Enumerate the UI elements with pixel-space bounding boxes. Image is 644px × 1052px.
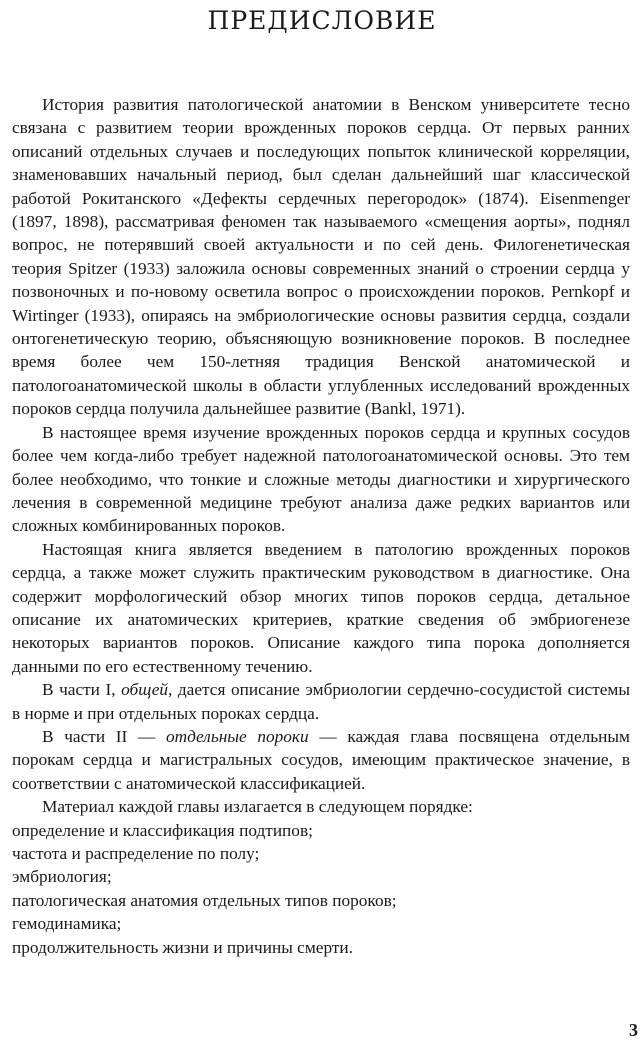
order-item-pathology: патологическая анатомия отдельных типов пороков;: [12, 890, 397, 910]
paragraph-history: История развития патологической анатомии в Венском университете тесно связана с развитием теории врожденных пороков сердца. От первых ранних описаний отдельных случаев и последующих попыток клинической корреляции, знаменовавших начальный период, был сделан дальнейший шаг классической работой Рокитанского «Дефекты сердечных перегородок» (1874). Eisenmenger (1897, 1898), рассматривая феномен так называемого «смещения аорты», поднял вопрос, не потерявший своей актуальности и по сей день. Филогенетическая теория Spitzer (1933) заложила основы современных знаний о строении сердца у позвоночных и по-новому осветила вопрос о происхождении пороков. Pernkopf и Wirtinger (1933), опираясь на эмбриологические основы развития сердца, создали онтогенетическую теорию, объясняющую возникновение пороков. В последнее время более чем 150-летняя традиция Венской анатомической и патологоанатомической школы в области углубленных исследований врожденных пороков сердца получила дальнейшее развитие (Bankl, 1971).: [12, 95, 630, 419]
page-title: ПРЕДИСЛОВИЕ: [207, 6, 437, 35]
part-two-emphasis: отдельные пороки: [165, 726, 309, 746]
part-one-emphasis: общей,: [121, 680, 173, 700]
order-item-prognosis: продолжительность жизни и причины смерти.: [12, 937, 353, 957]
preface-text: [12, 93, 630, 959]
order-item-embryology: эмбриология;: [12, 867, 112, 887]
paragraph-current-state: В настоящее время изучение врожденных пороков сердца и крупных сосудов более чем когда-либо требует надежной патологоанатомической основы. Это тем более необходимо, что тонкие и сложные методы диагностики и хирургического лечения в современной медицине требуют анализа даже редких вариантов или сложных комбинированных пороков.: [12, 422, 630, 536]
part-one-text-end: дается описание эмбриологии сердечно-сосудистой системы в норме и при отдельных пороках сердца.: [12, 680, 630, 723]
paragraph-book-purpose: Настоящая книга является введением в патологию врожденных пороков сердца, а также может служить практическим руководством в диагностике. Она содержит морфологический обзор многих типов пороков сердца, детальное описание их анатомических критериев, краткие сведения об эмбриогенезе некоторых вариантов пороков. Описание каждого типа порока дополняется данными по его естественному течению.: [12, 539, 630, 676]
part-one-text-start: В части I,: [42, 680, 122, 700]
paragraph-part-two: [12, 725, 630, 795]
paragraph-chapter-order: Материал каждой главы излагается в следующем порядке:: [42, 797, 473, 817]
order-item-frequency: частота и распределение по полу;: [12, 844, 260, 863]
order-item-hemodynamics: гемодинамика;: [12, 914, 122, 934]
paragraph-part-one: [12, 678, 630, 725]
order-item-definition: определение и классификация подтипов;: [12, 820, 313, 840]
part-two-text-end: — каждая глава посвящена отдельным порокам сердца и магистральных сосудов, имеющим практическое значение, в соответствии с анатомической классификацией.: [12, 726, 630, 793]
page-number: 3: [629, 1020, 638, 1040]
part-two-text-start: В части II —: [42, 726, 166, 746]
